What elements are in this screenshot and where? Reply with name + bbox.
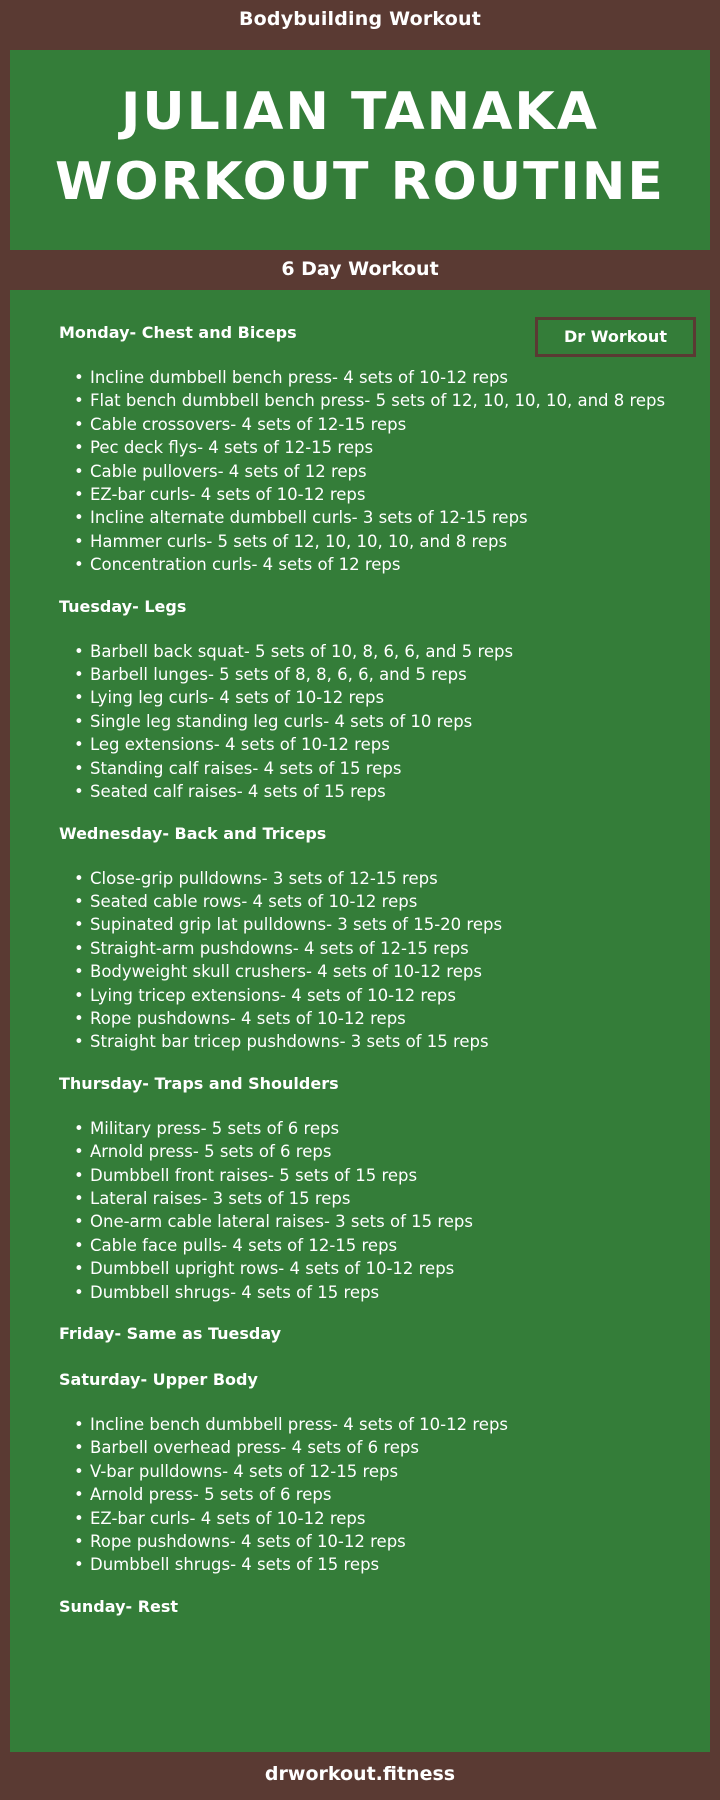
exercise-item: • Barbell overhead press- 4 sets of 6 reps — [59, 1436, 684, 1459]
workout-content-panel — [10, 290, 710, 1752]
day-heading-friday: Friday- Same as Tuesday — [59, 1324, 282, 1343]
exercise-item: • Leg extensions- 4 sets of 10-12 reps — [59, 733, 684, 756]
exercise-item: • Standing calf raises- 4 sets of 15 reps — [59, 757, 684, 780]
day-section-monday — [59, 321, 684, 577]
exercise-item: • Lateral raises- 3 sets of 15 reps — [59, 1187, 684, 1210]
brand-badge: Dr Workout — [535, 317, 696, 357]
exercise-item: • Military press- 5 sets of 6 reps — [59, 1117, 684, 1140]
exercise-list-saturday — [59, 1413, 684, 1577]
exercise-item: • Lying leg curls- 4 sets of 10-12 reps — [59, 686, 684, 709]
exercise-item: • Incline dumbbell bench press- 4 sets of 10-12 reps — [59, 366, 684, 389]
day-heading-saturday: Saturday- Upper Body — [59, 1370, 258, 1389]
footer-website: drworkout.fitness — [264, 1763, 456, 1785]
exercise-item: • Cable pullovers- 4 sets of 12 reps — [59, 460, 684, 483]
exercise-list-wednesday — [59, 867, 684, 1054]
title-panel — [10, 50, 710, 250]
exercise-item: • Straight bar tricep pushdowns- 3 sets of 15 reps — [59, 1030, 684, 1053]
exercise-item: • Rope pushdowns- 4 sets of 10-12 reps — [59, 1007, 684, 1030]
exercise-item: • Flat bench dumbbell bench press- 5 sets of 12, 10, 10, 10, and 8 reps — [59, 389, 684, 412]
exercise-item: • Barbell back squat- 5 sets of 10, 8, 6, 6, and 5 reps — [59, 640, 684, 663]
day-heading-sunday: Sunday- Rest — [59, 1596, 179, 1616]
exercise-item: • Seated cable rows- 4 sets of 10-12 reps — [59, 890, 684, 913]
exercise-item: • Arnold press- 5 sets of 6 reps — [59, 1140, 684, 1163]
exercise-item: • Dumbbell front raises- 5 sets of 15 reps — [59, 1164, 684, 1187]
exercise-item: • Cable crossovers- 4 sets of 12-15 reps — [59, 413, 684, 436]
exercise-item: • EZ-bar curls- 4 sets of 10-12 reps — [59, 1507, 684, 1530]
exercise-item: • Cable face pulls- 4 sets of 12-15 reps — [59, 1234, 684, 1257]
exercise-item: • Arnold press- 5 sets of 6 reps — [59, 1483, 684, 1506]
exercise-item: • Straight-arm pushdowns- 4 sets of 12-15 reps — [59, 937, 684, 960]
exercise-item: • Barbell lunges- 5 sets of 8, 8, 6, 6, and 5 reps — [59, 663, 684, 686]
page-title-line-1: JULIAN TANAKA — [121, 82, 599, 142]
day-section-friday — [59, 1322, 684, 1346]
day-heading-thursday: Thursday- Traps and Shoulders — [59, 1073, 339, 1093]
day-heading-tuesday: Tuesday- Legs — [59, 596, 187, 616]
top-banner: Bodybuilding Workout — [238, 8, 482, 30]
exercise-item: • Concentration curls- 4 sets of 12 reps — [59, 553, 684, 576]
exercise-item: • Supinated grip lat pulldowns- 3 sets of 15-20 reps — [59, 913, 684, 936]
exercise-item: • Dumbbell shrugs- 4 sets of 15 reps — [59, 1553, 684, 1576]
exercise-item: • Close-grip pulldowns- 3 sets of 12-15 reps — [59, 867, 684, 890]
exercise-item: • Pec deck flys- 4 sets of 12-15 reps — [59, 436, 684, 459]
exercise-item: • One-arm cable lateral raises- 3 sets of 15 reps — [59, 1210, 684, 1233]
exercise-item: • Bodyweight skull crushers- 4 sets of 10-12 reps — [59, 960, 684, 983]
page-title-line-2: WORKOUT ROUTINE — [55, 152, 665, 212]
day-section-wednesday — [59, 822, 684, 1054]
exercise-item: • Incline alternate dumbbell curls- 3 sets of 12-15 reps — [59, 506, 684, 529]
exercise-list-monday — [59, 366, 684, 577]
day-section-tuesday — [59, 595, 684, 804]
day-heading-monday: Monday- Chest and Biceps — [59, 323, 297, 342]
exercise-list-tuesday — [59, 640, 684, 804]
exercise-item: • EZ-bar curls- 4 sets of 10-12 reps — [59, 483, 684, 506]
exercise-list-thursday — [59, 1117, 684, 1304]
subtitle-banner: 6 Day Workout — [281, 258, 439, 280]
exercise-item: • Single leg standing leg curls- 4 sets of 10 reps — [59, 710, 684, 733]
exercise-item: • Dumbbell upright rows- 4 sets of 10-12 reps — [59, 1257, 684, 1280]
day-list — [59, 321, 684, 1619]
exercise-item: • Incline bench dumbbell press- 4 sets of 10-12 reps — [59, 1413, 684, 1436]
exercise-item: • Rope pushdowns- 4 sets of 10-12 reps — [59, 1530, 684, 1553]
exercise-item: • Lying tricep extensions- 4 sets of 10-12 reps — [59, 984, 684, 1007]
exercise-item: • Hammer curls- 5 sets of 12, 10, 10, 10, and 8 reps — [59, 530, 684, 553]
day-section-sunday — [59, 1595, 684, 1619]
exercise-item: • V-bar pulldowns- 4 sets of 12-15 reps — [59, 1460, 684, 1483]
day-section-thursday — [59, 1072, 684, 1304]
day-heading-wednesday: Wednesday- Back and Triceps — [59, 823, 327, 843]
exercise-item: • Seated calf raises- 4 sets of 15 reps — [59, 780, 684, 803]
exercise-item: • Dumbbell shrugs- 4 sets of 15 reps — [59, 1281, 684, 1304]
day-section-saturday — [59, 1368, 684, 1577]
